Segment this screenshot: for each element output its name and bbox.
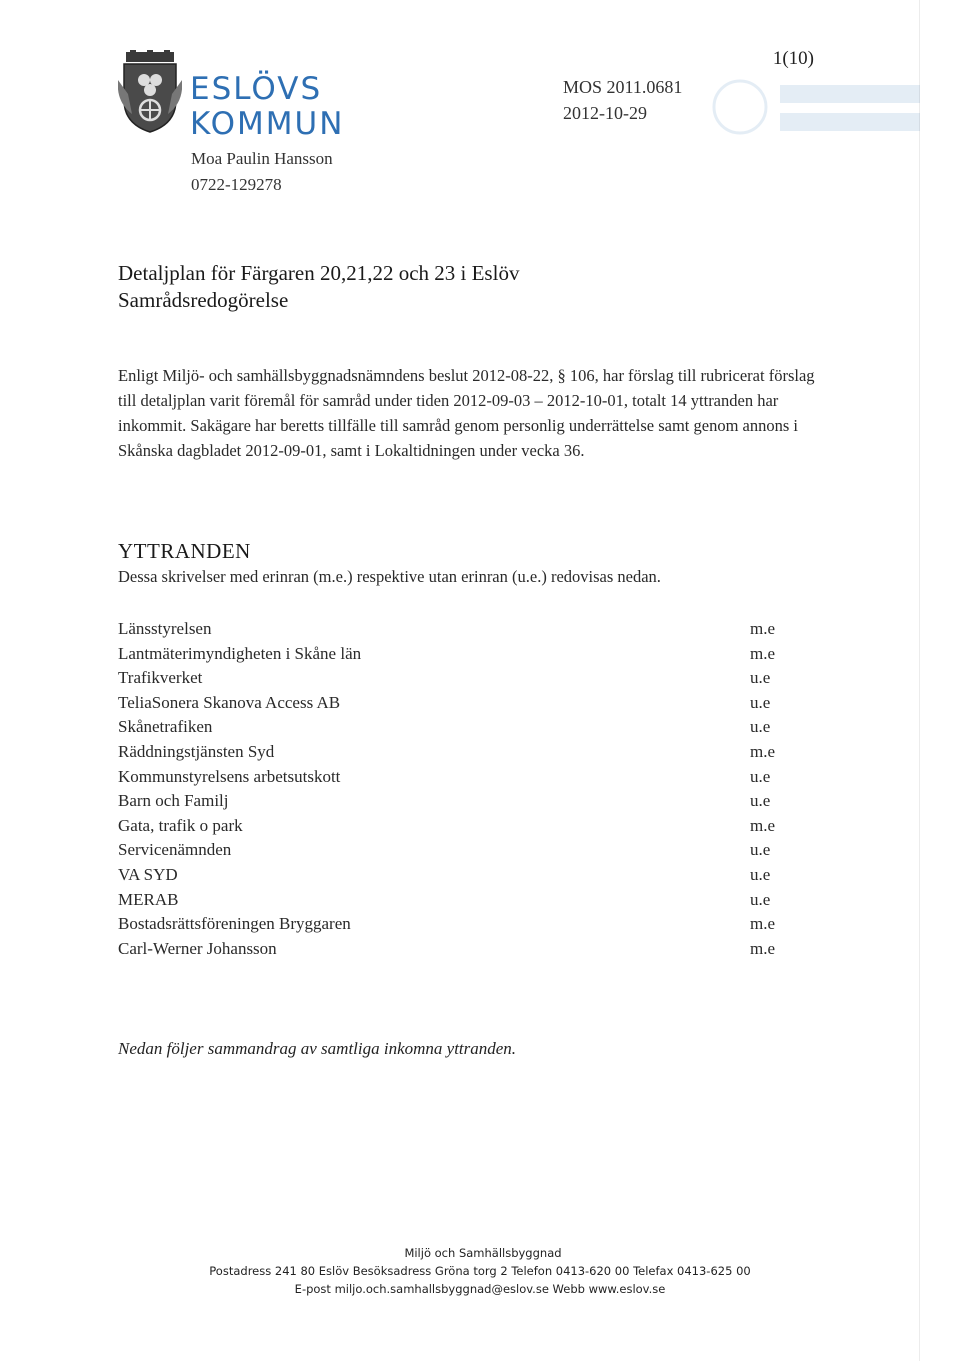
org-logo-text [190, 72, 344, 142]
list-item [118, 666, 788, 691]
title-line-1: Detaljplan för Färgaren 20,21,22 och 23 i Eslöv [118, 261, 520, 285]
list-item [118, 912, 788, 937]
list-item [118, 888, 788, 913]
responder-code: u.e [750, 864, 771, 884]
responder-name: Länsstyrelsen [118, 619, 212, 638]
reference-block [563, 74, 682, 126]
responder-code: u.e [750, 791, 771, 811]
case-number: MOS 2011.0681 [563, 77, 683, 97]
closing-note: Nedan följer sammandrag av samtliga inkomna yttranden. [118, 1039, 517, 1058]
responder-name: Gata, trafik o park [118, 815, 243, 835]
bleed-through-logo [700, 75, 930, 145]
list-item [118, 740, 788, 765]
footer-department: Miljö och Samhällsbyggnad [404, 1246, 562, 1260]
list-item [118, 765, 788, 790]
list-item [118, 937, 788, 962]
section-heading: YTTRANDEN [118, 539, 251, 563]
responder-code: m.e [750, 914, 776, 934]
responder-code: u.e [750, 692, 771, 712]
responder-code: m.e [750, 815, 776, 835]
responder-name: Barn och Familj [118, 791, 229, 811]
responder-code: u.e [750, 766, 771, 786]
list-item [118, 617, 788, 642]
document-date: 2012-10-29 [563, 103, 647, 123]
responder-name: VA SYD [118, 864, 178, 884]
list-item [118, 691, 788, 716]
responder-code: m.e [750, 619, 776, 638]
list-item [118, 863, 788, 888]
responder-name: Räddningstjänsten Syd [118, 741, 275, 761]
responder-code: m.e [750, 938, 776, 958]
responder-code: m.e [750, 643, 776, 663]
org-name-line2: KOMMUN [190, 106, 345, 142]
responder-name: Kommunstyrelsens arbetsutskott [118, 766, 341, 786]
responder-name: Lantmäterimyndigheten i Skåne län [118, 643, 362, 663]
responder-name: Skånetrafiken [118, 717, 213, 737]
page-footer [0, 1244, 960, 1298]
responder-code: u.e [750, 668, 771, 688]
intro-paragraph: Enligt Miljö- och samhällsbyggnadsnämndens beslut 2012-08-22, § 106, har förslag till rubricerat förslag till detaljplan varit föremål för samråd under tiden 2012-09-03 – 2012-10-01, totalt 14 yttranden har inkommit. Sakägare har beretts tillfälle till samråd genom personlig underrättelse samt genom annons i Skånska dagbladet 2012-09-01, samt i Lokaltidningen under vecka 36. [118, 366, 815, 460]
responder-code: u.e [750, 717, 771, 737]
footer-contact: E-post miljo.och.samhallsbyggnad@eslov.se Webb www.eslov.se [294, 1282, 666, 1296]
document-title [118, 260, 519, 314]
page-edge [919, 0, 960, 1361]
contact-name: Moa Paulin Hansson [191, 149, 333, 168]
list-item [118, 814, 788, 839]
title-line-2: Samrådsredogörelse [118, 288, 289, 312]
org-name-line1: ESLÖVS [190, 71, 323, 107]
responder-name: Servicenämnden [118, 840, 232, 860]
municipal-crest-logo [118, 50, 182, 134]
responder-name: Bostadsrättsföreningen Bryggaren [118, 914, 351, 934]
list-item [118, 642, 788, 667]
responder-list [118, 617, 788, 961]
page-number: 1(10) [772, 48, 814, 69]
responder-name: MERAB [118, 889, 179, 909]
responder-code: m.e [750, 741, 776, 761]
responder-name: TeliaSonera Skanova Access AB [118, 692, 341, 712]
list-item [118, 838, 788, 863]
list-item [118, 715, 788, 740]
list-item [118, 789, 788, 814]
section-description: Dessa skrivelser med erinran (m.e.) respektive utan erinran (u.e.) redovisas nedan. [118, 567, 661, 586]
responder-name: Carl-Werner Johansson [118, 938, 277, 958]
footer-address: Postadress 241 80 Eslöv Besöksadress Gröna torg 2 Telefon 0413-620 00 Telefax 0413-625 00 [209, 1264, 751, 1278]
responder-name: Trafikverket [118, 668, 203, 688]
contact-phone: 0722-129278 [191, 175, 282, 194]
responder-code: u.e [750, 889, 771, 909]
responder-code: u.e [750, 840, 771, 860]
sender-block [191, 146, 333, 198]
